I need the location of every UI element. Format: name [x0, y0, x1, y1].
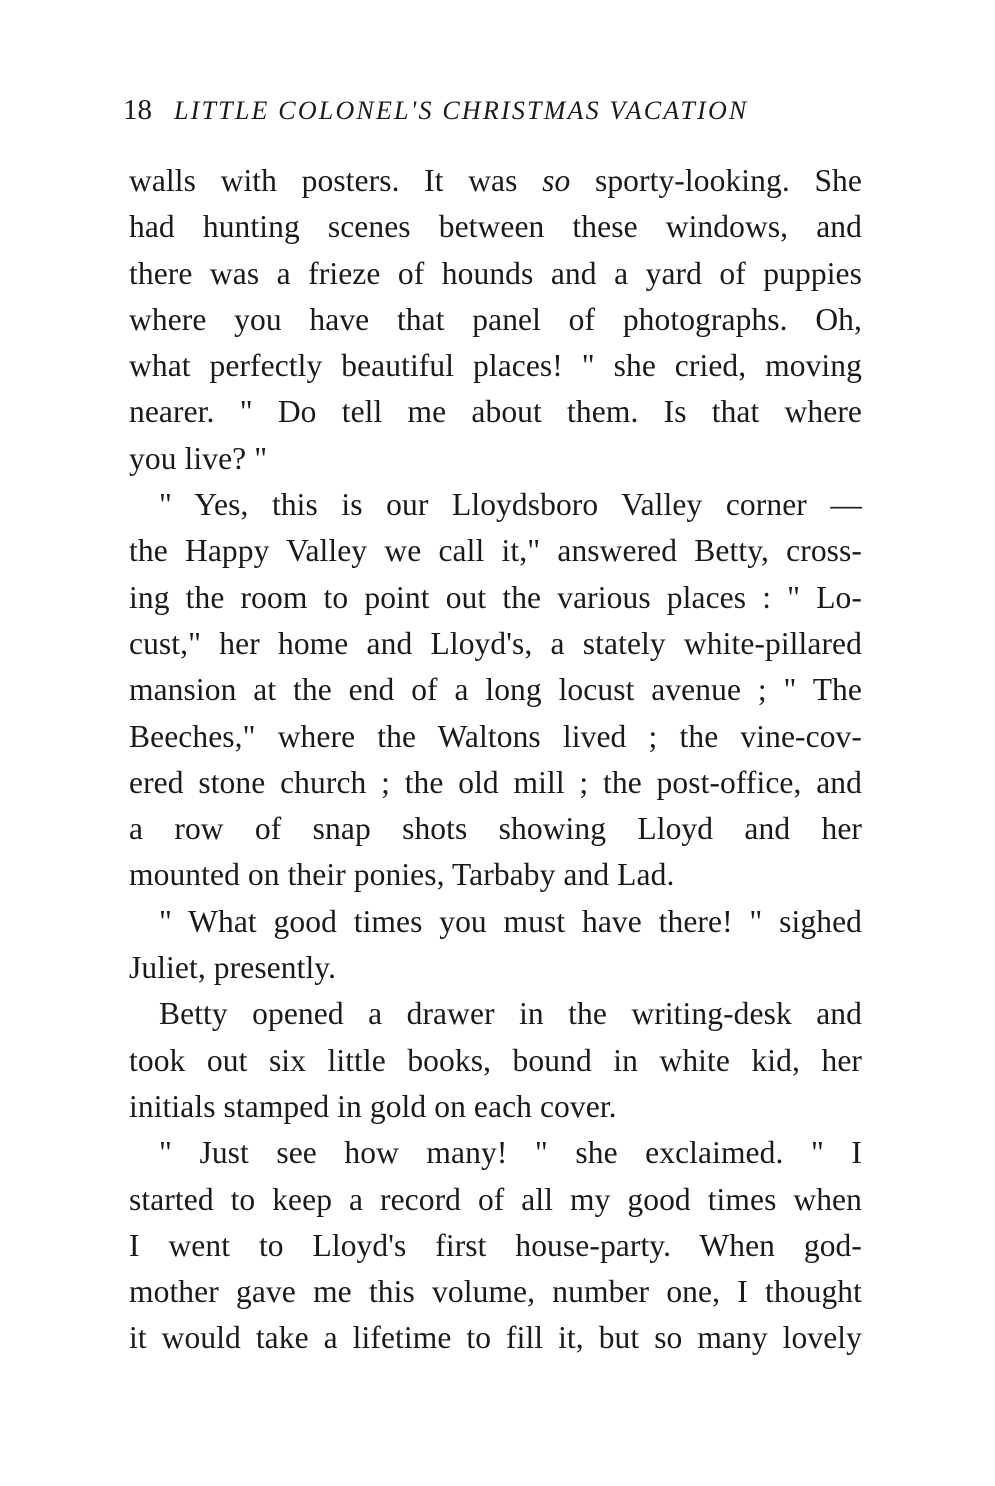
text-line: a row of snap shots showing Lloyd and her — [129, 811, 862, 847]
body-text — [129, 158, 862, 1362]
text-line: mother gave me this volume, number one, I thought — [129, 1274, 862, 1310]
page-number: 18 — [123, 94, 152, 126]
text-line: had hunting scenes between these windows, and — [129, 209, 862, 245]
text-line: where you have that panel of photographs. Oh, — [129, 301, 862, 337]
text-line: what perfectly beautiful places! " she cried, moving — [129, 348, 862, 384]
text-line: Betty opened a drawer in the writing-desk and — [159, 996, 862, 1032]
text-line: you live? " — [129, 440, 268, 476]
text-line: " What good times you must have there! " sighed — [159, 903, 862, 939]
text-line: ing the room to point out the various places : " Lo- — [129, 579, 862, 615]
text-line: ered stone church ; the old mill ; the post-office, and — [129, 764, 862, 800]
text-line: Juliet, presently. — [129, 950, 337, 986]
emphasis: so — [542, 163, 571, 198]
text-line: " Just see how many! " she exclaimed. " I — [159, 1135, 862, 1171]
running-head — [123, 92, 863, 129]
text-line: I went to Lloyd's first house-party. When god- — [129, 1227, 862, 1263]
text-line: nearer. " Do tell me about them. Is that where — [129, 394, 862, 430]
text-line: initials stamped in gold on each cover. — [129, 1088, 617, 1124]
text-line: started to keep a record of all my good times when — [129, 1181, 862, 1217]
text-line: it would take a lifetime to fill it, but so many lovely — [129, 1320, 862, 1356]
text-line: cust," her home and Lloyd's, a stately white-pillared — [129, 625, 862, 661]
text-line: mounted on their ponies, Tarbaby and Lad. — [129, 857, 675, 893]
text-line: " Yes, this is our Lloydsboro Valley corner — — [159, 487, 862, 523]
text-line: mansion at the end of a long locust avenue ; " The — [129, 672, 862, 708]
text-line: the Happy Valley we call it," answered Betty, cross- — [129, 533, 862, 569]
text-line: Beeches," where the Waltons lived ; the vine-cov- — [129, 718, 862, 754]
text-line: took out six little books, bound in white kid, her — [129, 1042, 862, 1078]
text-line: walls with posters. It was so sporty-looking. She — [129, 163, 862, 198]
text-line: there was a frieze of hounds and a yard of puppies — [129, 255, 862, 291]
running-title: LITTLE COLONEL'S CHRISTMAS VACATION — [174, 96, 749, 125]
